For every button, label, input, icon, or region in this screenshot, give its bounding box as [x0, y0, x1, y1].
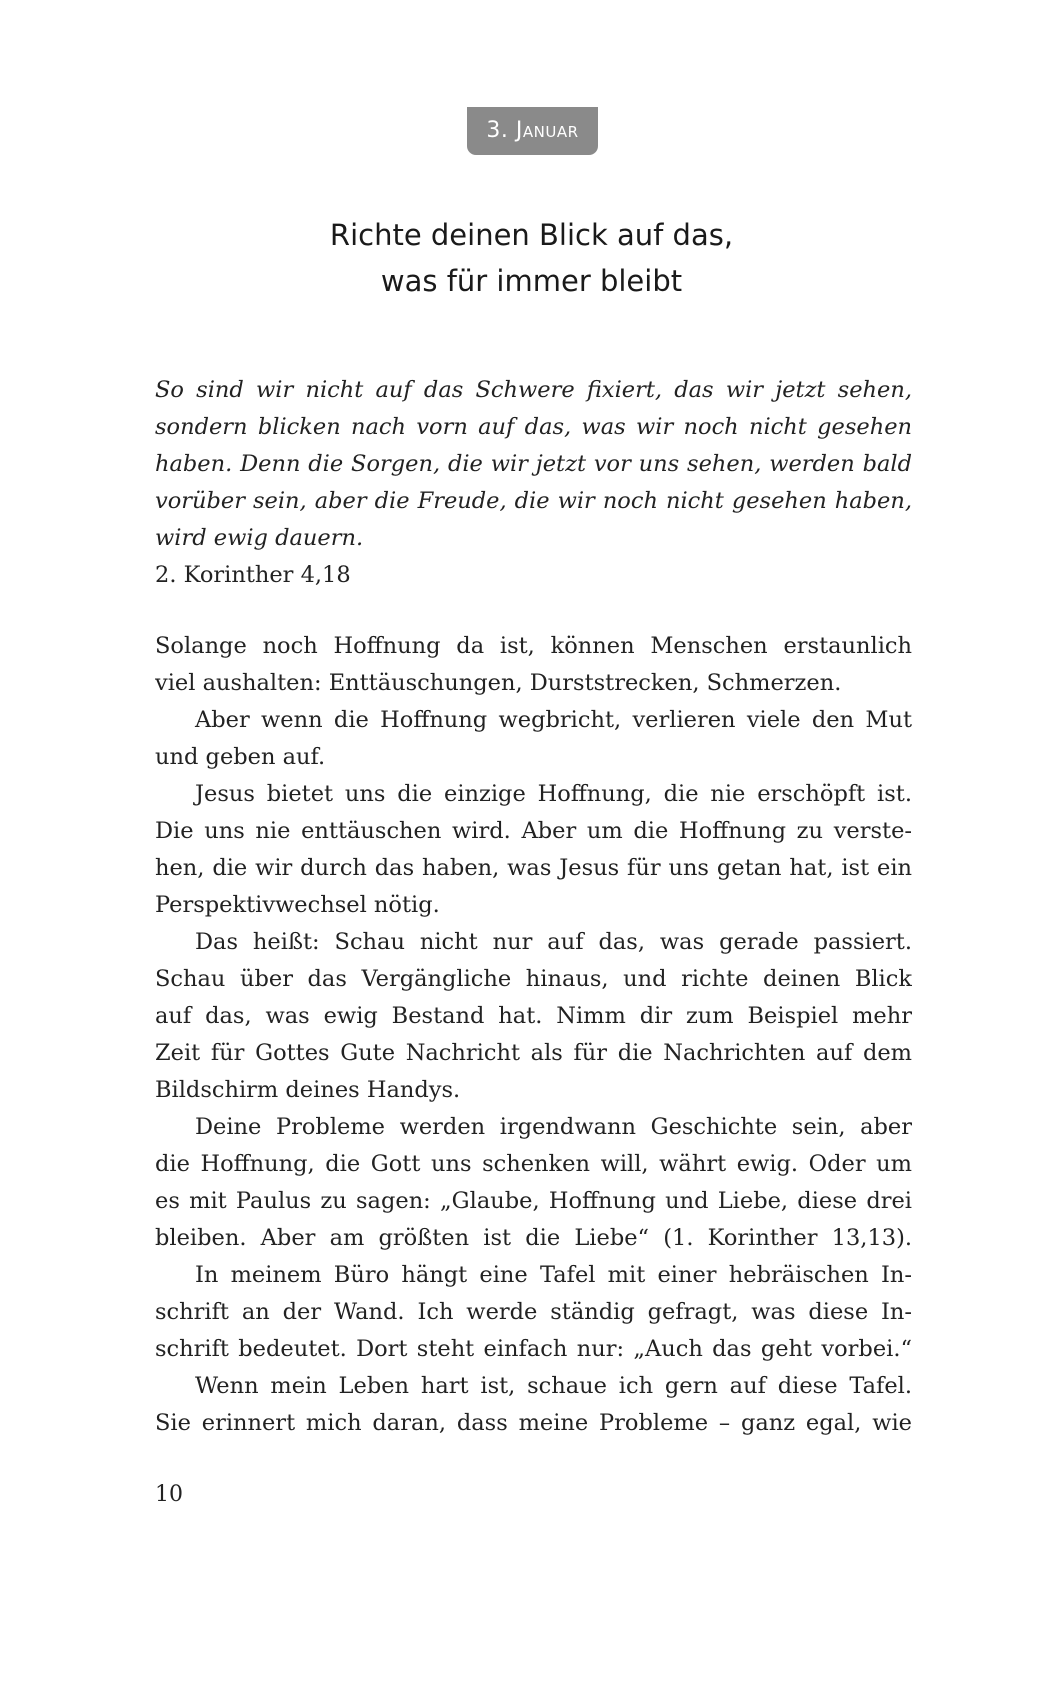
devotional-title — [150, 212, 913, 304]
body-line: Deine Probleme werden irgendwann Geschichte sein, aber — [195, 1114, 912, 1140]
body-line: Perspektivwechsel nötig. — [155, 892, 440, 918]
date-badge — [467, 107, 598, 155]
body-line: Das heißt: Schau nicht nur auf das, was gerade passiert. — [195, 929, 912, 955]
title-line-2: was für immer bleibt — [380, 264, 683, 298]
body-line: schrift bedeutet. Dort steht einfach nur: „Auch das geht vorbei.“ — [155, 1336, 912, 1362]
body-line: und geben auf. — [155, 744, 326, 770]
body-line: auf das, was ewig Bestand hat. Nimm dir zum Beispiel mehr — [155, 1003, 912, 1029]
body-line: es mit Paulus zu sagen: „Glaube, Hoffnung und Liebe, diese drei — [155, 1188, 912, 1214]
body-line: Wenn mein Leben hart ist, schaue ich gern auf diese Tafel. — [195, 1373, 912, 1399]
verse-line: wird ewig dauern. — [155, 525, 364, 551]
body-text — [155, 628, 912, 1442]
body-line: Sie erinnert mich daran, dass meine Probleme – ganz egal, wie — [155, 1410, 912, 1436]
body-line: hen, die wir durch das haben, was Jesus für uns getan hat, ist ein — [155, 855, 912, 881]
body-line: Aber wenn die Hoffnung wegbricht, verlieren viele den Mut — [195, 707, 912, 733]
date-month: Januar — [515, 118, 579, 143]
bible-verse — [155, 372, 912, 594]
verse-line: sondern blicken nach vorn auf das, was wir noch nicht gesehen — [155, 414, 912, 440]
date-number: 3. — [486, 118, 509, 143]
page-number: 10 — [155, 1482, 183, 1507]
body-line: Solange noch Hoffnung da ist, können Menschen erstaunlich — [155, 633, 912, 659]
title-line-1: Richte deinen Blick auf das, — [329, 218, 734, 252]
verse-line: vorüber sein, aber die Freude, die wir noch nicht gesehen haben, — [155, 488, 912, 514]
body-line: Jesus bietet uns die einzige Hoffnung, die nie erschöpft ist. — [195, 781, 912, 807]
body-line: Zeit für Gottes Gute Nachricht als für die Nachrichten auf dem — [155, 1040, 912, 1066]
body-line: Bildschirm deines Handys. — [155, 1077, 461, 1103]
body-line: In meinem Büro hängt eine Tafel mit einer hebräischen In- — [195, 1262, 912, 1288]
body-line: viel aushalten: Enttäuschungen, Durststrecken, Schmerzen. — [155, 670, 842, 696]
verse-reference: 2. Korinther 4,18 — [155, 562, 351, 588]
body-line: schrift an der Wand. Ich werde ständig gefragt, was diese In- — [155, 1299, 912, 1325]
verse-line: So sind wir nicht auf das Schwere fixiert, das wir jetzt sehen, — [155, 377, 912, 403]
body-line: Schau über das Vergängliche hinaus, und richte deinen Blick — [155, 966, 912, 992]
body-line: die Hoffnung, die Gott uns schenken will, währt ewig. Oder um — [155, 1151, 912, 1177]
verse-line: haben. Denn die Sorgen, die wir jetzt vor uns sehen, werden bald — [155, 451, 912, 477]
body-line: bleiben. Aber am größten ist die Liebe“ (1. Korinther 13,13). — [155, 1225, 912, 1251]
body-line: Die uns nie enttäuschen wird. Aber um die Hoffnung zu verste- — [155, 818, 912, 844]
